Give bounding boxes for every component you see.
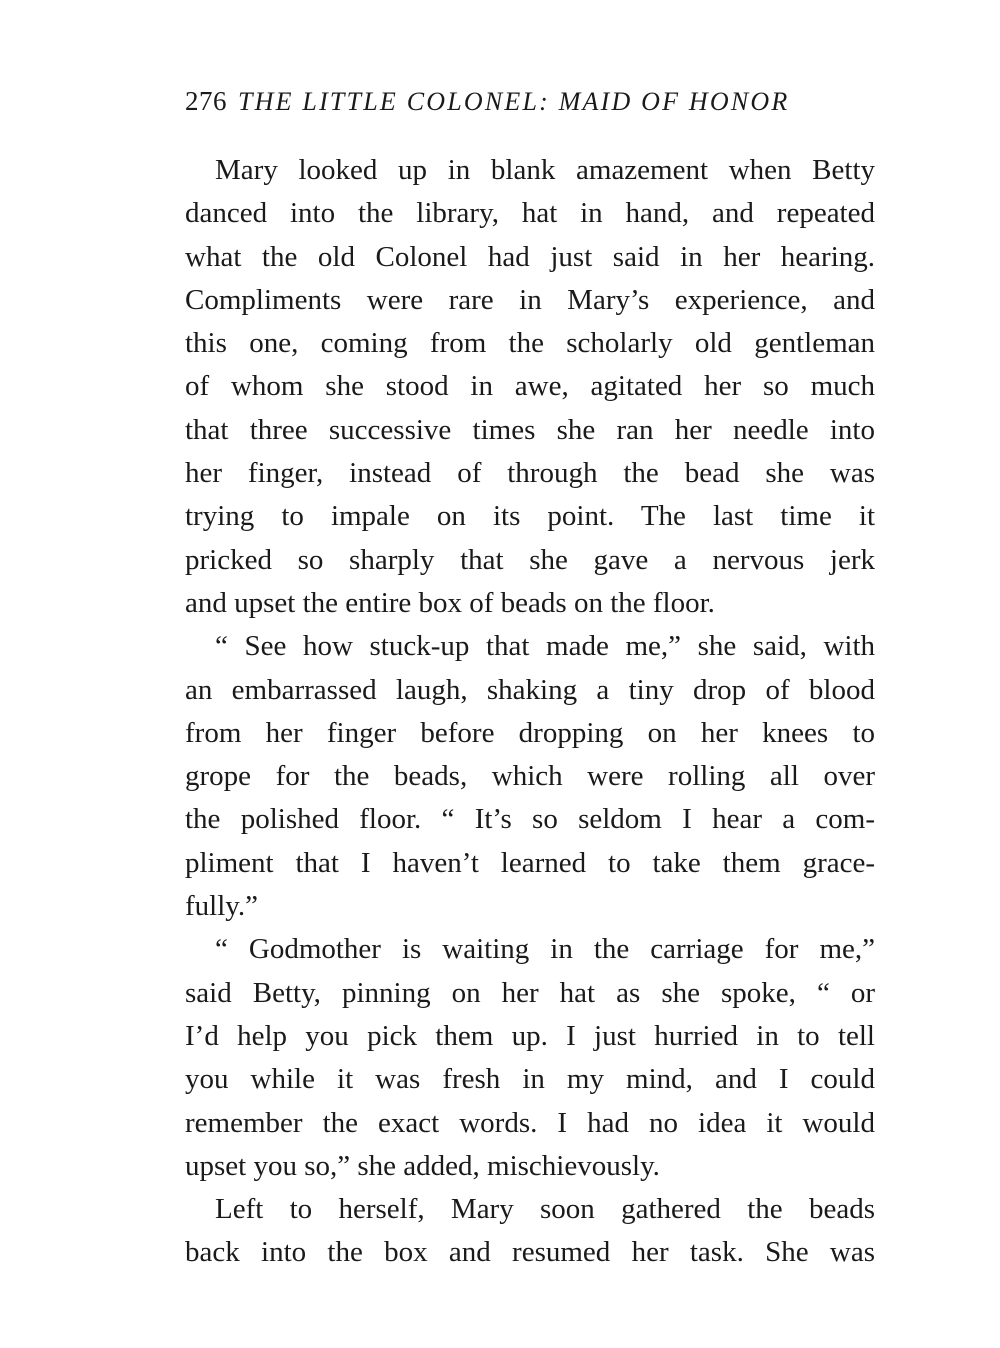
text-line: that three successive times she ran her needle into bbox=[185, 413, 875, 446]
text-line: this one, coming from the scholarly old gentleman bbox=[185, 327, 875, 360]
text-line: the polished floor. “ It’s so seldom I hear a com- bbox=[185, 803, 875, 836]
text-line: from her finger before dropping on her knees to bbox=[185, 716, 875, 749]
text-line: pricked so sharply that she gave a nervous jerk bbox=[185, 543, 875, 576]
text-line: upset you so,” she added, mischievously. bbox=[185, 1149, 660, 1182]
text-line: pliment that I haven’t learned to take them grace- bbox=[185, 846, 875, 879]
text-line: what the old Colonel had just said in her hearing. bbox=[185, 240, 875, 273]
text-line: and upset the entire box of beads on the floor. bbox=[185, 586, 715, 619]
running-head bbox=[185, 86, 885, 117]
text-line: said Betty, pinning on her hat as she spoke, “ or bbox=[185, 976, 875, 1009]
text-line: back into the box and resumed her task. She was bbox=[185, 1236, 875, 1269]
text-line: Mary looked up in blank amazement when Betty bbox=[215, 154, 875, 186]
text-line: Left to herself, Mary soon gathered the beads bbox=[215, 1193, 875, 1226]
body-text bbox=[185, 149, 875, 1275]
text-line: fully.” bbox=[185, 890, 259, 923]
text-line: grope for the beads, which were rolling all over bbox=[185, 760, 875, 793]
text-line: her finger, instead of through the bead she was bbox=[185, 457, 875, 490]
text-line: trying to impale on its point. The last time it bbox=[185, 500, 875, 533]
text-line: you while it was fresh in my mind, and I could bbox=[185, 1063, 875, 1096]
text-line: remember the exact words. I had no idea it would bbox=[185, 1106, 875, 1139]
text-line: I’d help you pick them up. I just hurried in to tell bbox=[185, 1019, 875, 1052]
page-number: 276 bbox=[185, 86, 227, 116]
text-line: “ Godmother is waiting in the carriage for me,” bbox=[215, 933, 875, 966]
book-title: THE LITTLE COLONEL: MAID OF HONOR bbox=[238, 87, 790, 116]
text-line: Compliments were rare in Mary’s experience, and bbox=[185, 283, 875, 316]
text-line: “ See how stuck-up that made me,” she said, with bbox=[215, 630, 875, 663]
text-line: of whom she stood in awe, agitated her so much bbox=[185, 370, 875, 403]
text-line: danced into the library, hat in hand, and repeated bbox=[185, 197, 875, 230]
text-line: an embarrassed laugh, shaking a tiny drop of blood bbox=[185, 673, 875, 706]
